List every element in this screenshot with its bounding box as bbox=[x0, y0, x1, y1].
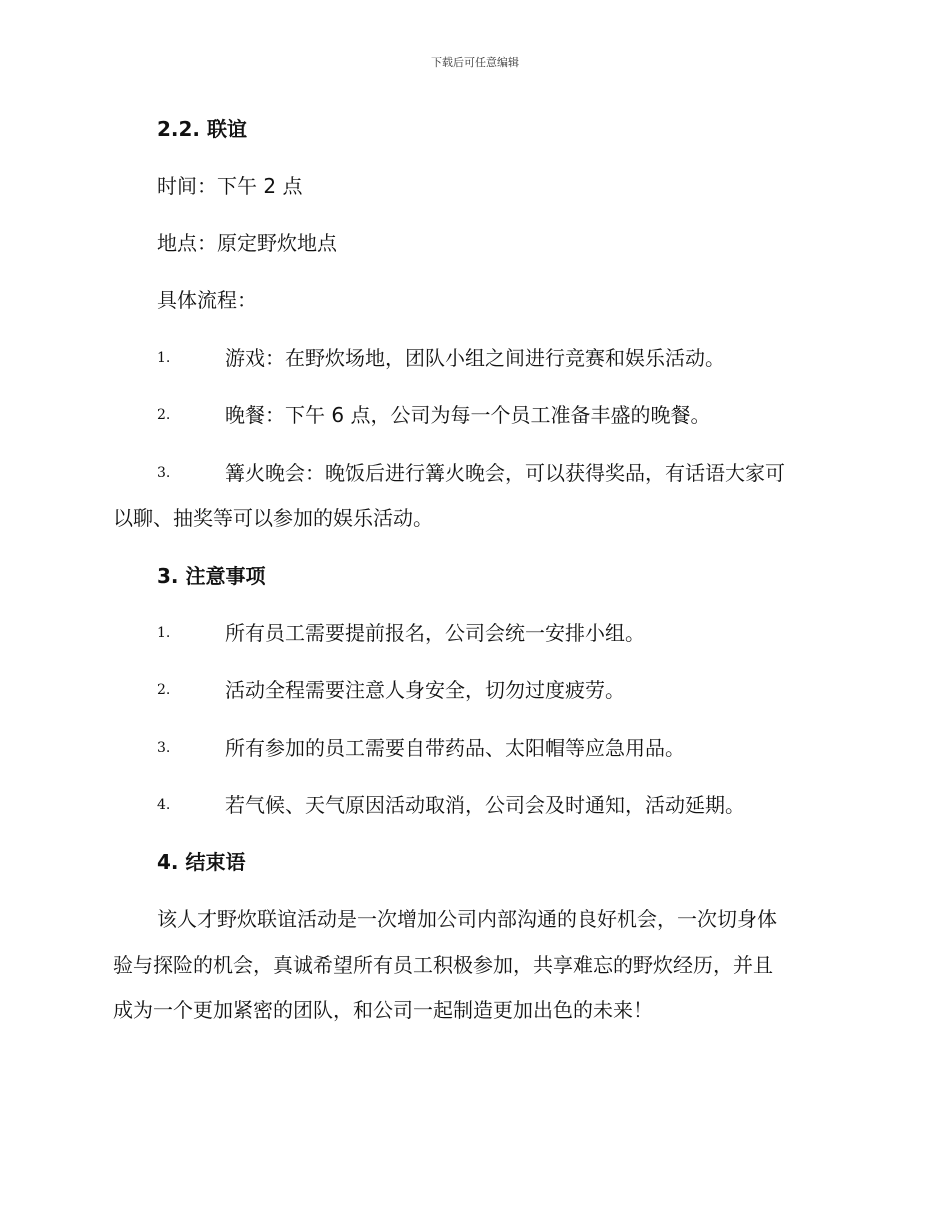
list-item: 篝火晚会：晚饭后进行篝火晚会，可以获得奖品，有话语大家可 bbox=[225, 461, 785, 485]
list-item: 活动全程需要注意人身安全，切勿过度疲劳。 bbox=[225, 678, 625, 702]
list-item-continuation: 以聊、抽奖等可以参加的娱乐活动。 bbox=[113, 506, 433, 530]
paragraph-line: 成为一个更加紧密的团队，和公司一起制造更加出色的未来！ bbox=[113, 998, 653, 1022]
list-item: 所有员工需要提前报名，公司会统一安排小组。 bbox=[225, 621, 645, 645]
list-number: 2. bbox=[157, 407, 171, 423]
section-heading-lianyi: 2.2. 联谊 bbox=[157, 117, 247, 141]
list-item: 所有参加的员工需要自带药品、太阳帽等应急用品。 bbox=[225, 736, 685, 760]
section-heading-end: 4. 结束语 bbox=[157, 850, 246, 874]
flow-label: 具体流程： bbox=[157, 288, 257, 312]
list-item: 若气候、天气原因活动取消，公司会及时通知，活动延期。 bbox=[225, 793, 745, 817]
list-item: 游戏：在野炊场地，团队小组之间进行竞赛和娱乐活动。 bbox=[225, 346, 725, 370]
place-line: 地点：原定野炊地点 bbox=[157, 231, 337, 255]
list-number: 3. bbox=[157, 740, 171, 756]
list-number: 1. bbox=[157, 625, 171, 641]
time-line: 时间：下午 2 点 bbox=[157, 174, 303, 198]
page-header: 下载后可任意编辑 bbox=[431, 56, 519, 69]
list-number: 2. bbox=[157, 682, 171, 698]
list-number: 1. bbox=[157, 350, 171, 366]
paragraph-line: 该人才野炊联谊活动是一次增加公司内部沟通的良好机会，一次切身体 bbox=[157, 907, 777, 931]
paragraph-line: 验与探险的机会，真诚希望所有员工积极参加，共享难忘的野炊经历，并且 bbox=[113, 953, 773, 977]
section-heading-notes: 3. 注意事项 bbox=[157, 564, 266, 588]
list-number: 3. bbox=[157, 465, 171, 481]
list-item: 晚餐：下午 6 点，公司为每一个员工准备丰盛的晚餐。 bbox=[225, 403, 711, 427]
list-number: 4. bbox=[157, 797, 171, 813]
